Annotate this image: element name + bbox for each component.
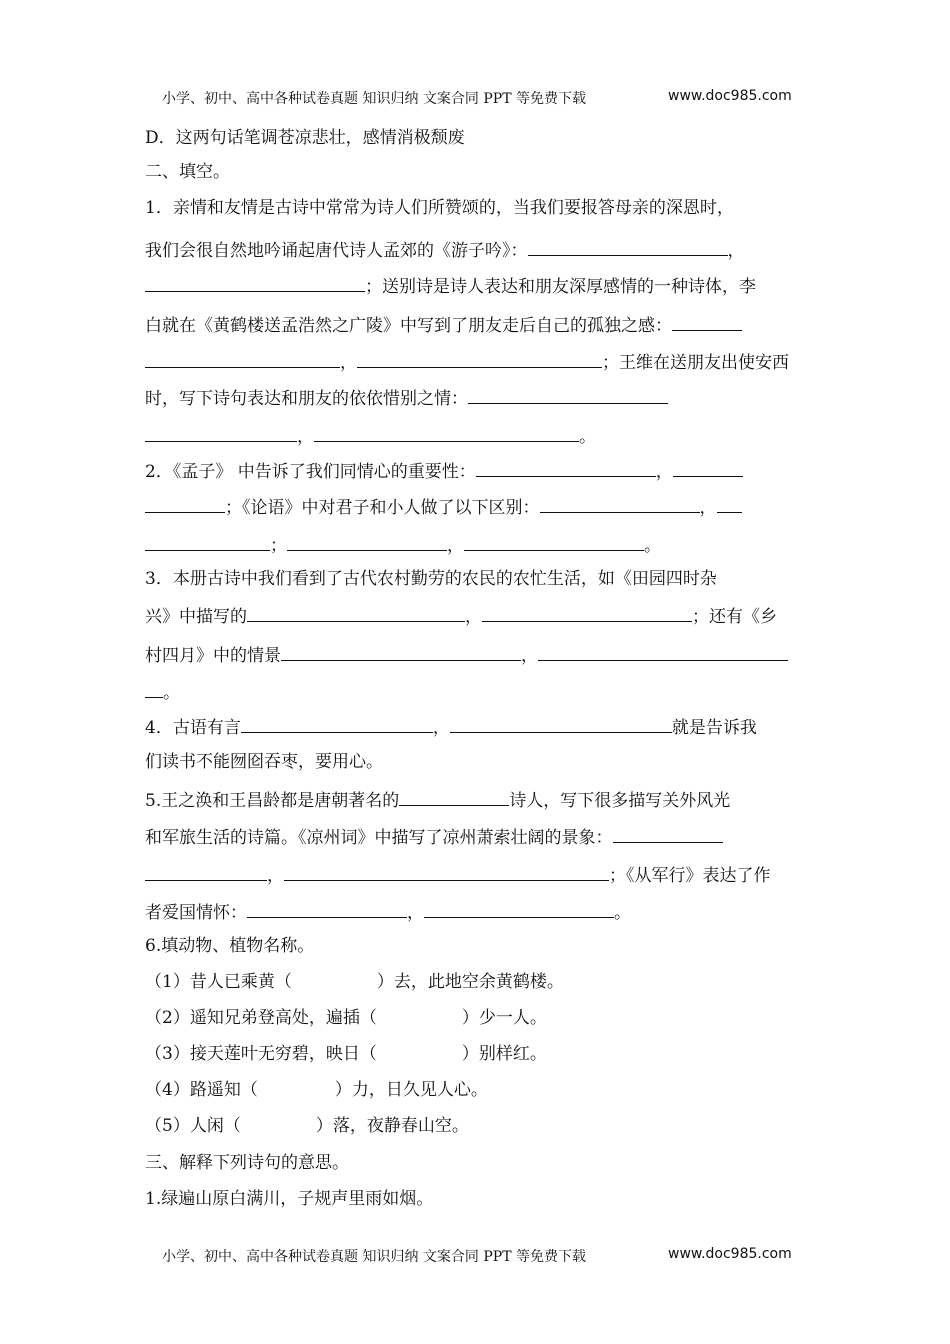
q5-line4: 者爱国情怀： ， 。	[145, 900, 631, 924]
answer-blank[interactable]	[145, 680, 163, 698]
header-title: 小学、初中、高中各种试卷真题 知识归纳 文案合同 PPT 等免费下载	[162, 91, 586, 107]
footer-url: www.doc985.com	[668, 1246, 792, 1262]
q5-line2: 和军旅生活的诗篇。《凉州词》中描写了凉州萧索壮阔的景象：	[145, 825, 723, 849]
q3-line2: 兴》中描写的 ， ；还有《乡	[145, 604, 777, 628]
answer-blank[interactable]	[482, 604, 692, 622]
answer-blank[interactable]	[241, 715, 433, 733]
header-url: www.doc985.com	[668, 88, 792, 104]
answer-blank[interactable]	[538, 643, 788, 661]
answer-blank[interactable]	[464, 533, 644, 551]
section-heading-3: 三、解释下列诗句的意思。	[145, 1153, 349, 1173]
answer-blank[interactable]	[450, 715, 672, 733]
footer-title: 小学、初中、高中各种试卷真题 知识归纳 文案合同 PPT 等免费下载	[162, 1249, 586, 1265]
q5-line1: 5.王之涣和王昌龄都是唐朝著名的 诗人，写下很多描写关外风光	[145, 788, 730, 812]
answer-blank[interactable]	[424, 900, 614, 918]
answer-blank[interactable]	[468, 386, 668, 404]
answer-blank[interactable]	[717, 495, 742, 513]
answer-blank[interactable]	[247, 604, 465, 622]
q6-item-2: （2）遥知兄弟登高处，遍插（ ）少一人。	[145, 1008, 547, 1028]
q1-line6: 时，写下诗句表达和朋友的依依惜别之情：	[145, 386, 668, 410]
answer-blank[interactable]	[145, 863, 267, 881]
q2-line1: 2．《孟子》 中告诉了我们同情心的重要性： ，	[145, 459, 743, 483]
q6-item-5: （5）人闲（ ）落，夜静春山空。	[145, 1116, 469, 1136]
answer-blank[interactable]	[247, 900, 407, 918]
q1-line7: ， 。	[145, 424, 596, 448]
q2-line3: ； ， 。	[145, 533, 661, 557]
answer-blank[interactable]	[284, 863, 609, 881]
answer-blank[interactable]	[613, 825, 723, 843]
answer-blank[interactable]	[145, 274, 365, 292]
q6-item-4: （4）路遥知（ ）力，日久见人心。	[145, 1080, 488, 1100]
q-explain-1: 1.绿遍山原白满川，子规声里雨如烟。	[145, 1189, 434, 1209]
option-d: D．这两句话笔调苍凉悲壮，感情消极颓废	[145, 128, 465, 148]
q3-line4: 。	[145, 680, 180, 704]
answer-blank[interactable]	[314, 424, 579, 442]
q1-line4: 白就在《黄鹤楼送孟浩然之广陵》中写到了朋友走后自己的孤独之感：	[145, 313, 742, 337]
answer-blank[interactable]	[673, 459, 743, 477]
answer-blank[interactable]	[287, 533, 447, 551]
answer-blank[interactable]	[145, 495, 225, 513]
q3-line3: 村四月》中的情景 ，	[145, 643, 788, 667]
answer-blank[interactable]	[672, 313, 742, 331]
answer-blank[interactable]	[145, 533, 270, 551]
q6-item-1: （1）昔人已乘黄（ ）去，此地空余黄鹤楼。	[145, 972, 564, 992]
q1-line5: ， ；王维在送朋友出使安西	[145, 350, 789, 374]
q4-line2: 们读书不能囫囵吞枣，要用心。	[145, 752, 383, 772]
q1-line2: 我们会很自然地吟诵起唐代诗人孟郊的《游子吟》： ，	[145, 238, 745, 262]
answer-blank[interactable]	[476, 459, 656, 477]
answer-blank[interactable]	[357, 350, 602, 368]
q5-line3: ， ；《从军行》表达了作	[145, 863, 771, 887]
answer-blank[interactable]	[528, 238, 728, 256]
answer-blank[interactable]	[145, 424, 297, 442]
q2-line2: ；《论语》中对君子和小人做了以下区别： ，	[145, 495, 742, 519]
section-heading-2: 二、填空。	[145, 162, 230, 182]
answer-blank[interactable]	[281, 643, 521, 661]
answer-blank[interactable]	[145, 350, 340, 368]
q1-line3: ；送别诗是诗人表达和朋友深厚感情的一种诗体，李	[145, 274, 756, 298]
q6-item-3: （3）接天莲叶无穷碧，映日（ ）别样红。	[145, 1044, 547, 1064]
q6-heading: 6.填动物、植物名称。	[145, 936, 315, 956]
answer-blank[interactable]	[399, 788, 509, 806]
answer-blank[interactable]	[540, 495, 700, 513]
q3-line1: 3．本册古诗中我们看到了古代农村勤劳的农民的农忙生活，如《田园四时杂	[145, 569, 717, 589]
q4-line1: 4．古语有言 ， 就是告诉我	[145, 715, 757, 739]
q1-line1: 1．亲情和友情是古诗中常常为诗人们所赞颂的，当我们要报答母亲的深恩时，	[145, 198, 734, 218]
